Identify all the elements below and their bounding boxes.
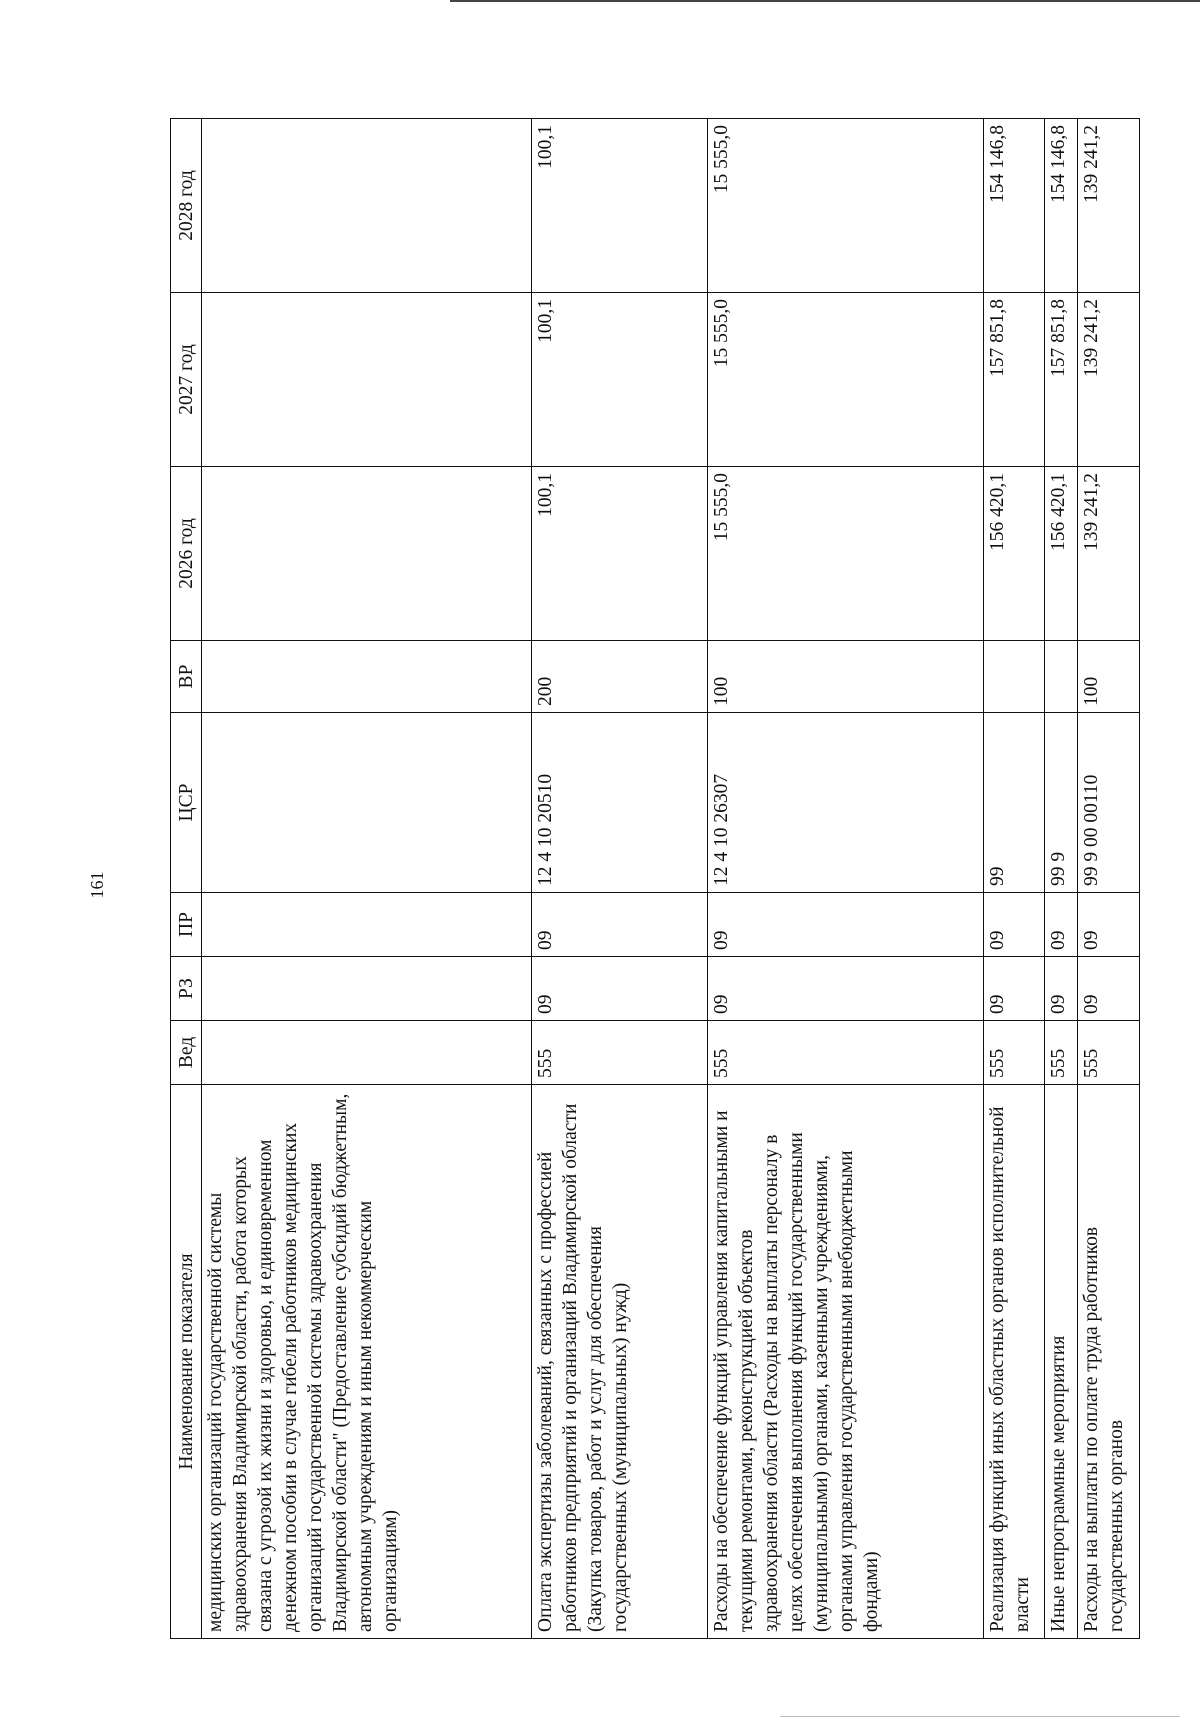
cell-2026 [202,467,532,641]
header-ved: Вед [171,1021,202,1085]
cell-ved: 555 [983,1021,1045,1085]
cell-vr: 100 [1078,641,1140,713]
cell-2028 [202,119,532,293]
cell-rz: 09 [983,957,1045,1021]
cell-name: Оплата экспертизы заболеваний, связанных с профессией работников предприятий и организаций Владимирской области (Закупка товаров, работ и услуг для обеспечения государственных (муниципальных) нужд) [532,1085,708,1639]
cell-name: Иные непрограммные мероприятия [1045,1085,1078,1639]
cell-ved: 555 [1078,1021,1140,1085]
cell-pr: 09 [708,893,983,957]
cell-vr [1045,641,1078,713]
cell-csr: 12 4 10 20510 [532,713,708,893]
cell-pr: 09 [532,893,708,957]
cell-rz: 09 [532,957,708,1021]
cell-csr: 99 9 00 00110 [1078,713,1140,893]
cell-2026: 139 241,2 [1078,467,1140,641]
top-rule [450,0,1200,2]
cell-2028: 15 555,0 [708,119,983,293]
cell-ved [202,1021,532,1085]
bottom-rule [780,1716,1180,1717]
cell-pr: 09 [983,893,1045,957]
cell-name: Расходы на выплаты по оплате труда работников государственных органов [1078,1085,1140,1639]
cell-pr: 09 [1045,893,1078,957]
cell-2026: 156 420,1 [1045,467,1078,641]
header-name: Наименование показателя [171,1085,202,1639]
cell-2028: 154 146,8 [983,119,1045,293]
header-row [171,119,202,1639]
table-row [532,119,708,1639]
page-number: 161 [87,871,107,899]
header-2026: 2026 год [171,467,202,641]
cell-vr [983,641,1045,713]
budget-table [170,118,1140,1639]
header-csr: ЦСР [171,713,202,893]
cell-rz: 09 [1045,957,1078,1021]
cell-2027 [202,293,532,467]
cell-2028: 154 146,8 [1045,119,1078,293]
cell-rz [202,957,532,1021]
table-row [983,119,1045,1639]
cell-name: Реализация функций иных областных органов исполнительной власти [983,1085,1045,1639]
cell-csr: 99 [983,713,1045,893]
cell-vr [202,641,532,713]
cell-2026: 15 555,0 [708,467,983,641]
cell-name: Расходы на обеспечение функций управления капитальными и текущими ремонтами, реконструкцией объектов здравоохранения области (Расходы на выплаты персоналу в целях обеспечения выполнения функций государственными (муниципальными) органами, казенными учреждениями, органами управления государственными внебюджетными фондами) [708,1085,983,1639]
cell-vr: 200 [532,641,708,713]
cell-2027: 139 241,2 [1078,293,1140,467]
header-2028: 2028 год [171,119,202,293]
cell-rz: 09 [708,957,983,1021]
cell-2026: 156 420,1 [983,467,1045,641]
cell-2028: 100,1 [532,119,708,293]
cell-csr [202,713,532,893]
cell-csr: 12 4 10 26307 [708,713,983,893]
cell-pr: 09 [1078,893,1140,957]
cell-2027: 100,1 [532,293,708,467]
table-row [1045,119,1078,1639]
cell-2027: 15 555,0 [708,293,983,467]
cell-pr [202,893,532,957]
cell-ved: 555 [532,1021,708,1085]
header-pr: ПР [171,893,202,957]
header-vr: ВР [171,641,202,713]
header-2027: 2027 год [171,293,202,467]
table-row [202,119,532,1639]
cell-ved: 555 [1045,1021,1078,1085]
cell-name: медицинских организаций государственной системы здравоохранения Владимирской области, работа которых связана с угрозой их жизни и здоровью, и единовременном денежном пособии в случае гибели работников медицинских организаций государственной системы здравоохранения Владимирской области" (Предоставление субсидий бюджетным, автономным учреждениям и иным некоммерческим организациям) [202,1085,532,1639]
cell-ved: 555 [708,1021,983,1085]
cell-rz: 09 [1078,957,1140,1021]
header-rz: РЗ [171,957,202,1021]
cell-2028: 139 241,2 [1078,119,1140,293]
table-row [1078,119,1140,1639]
cell-2027: 157 851,8 [983,293,1045,467]
table-row [708,119,983,1639]
cell-csr: 99 9 [1045,713,1078,893]
cell-2026: 100,1 [532,467,708,641]
rotated-table-wrapper [170,119,1140,1639]
cell-vr: 100 [708,641,983,713]
cell-2027: 157 851,8 [1045,293,1078,467]
